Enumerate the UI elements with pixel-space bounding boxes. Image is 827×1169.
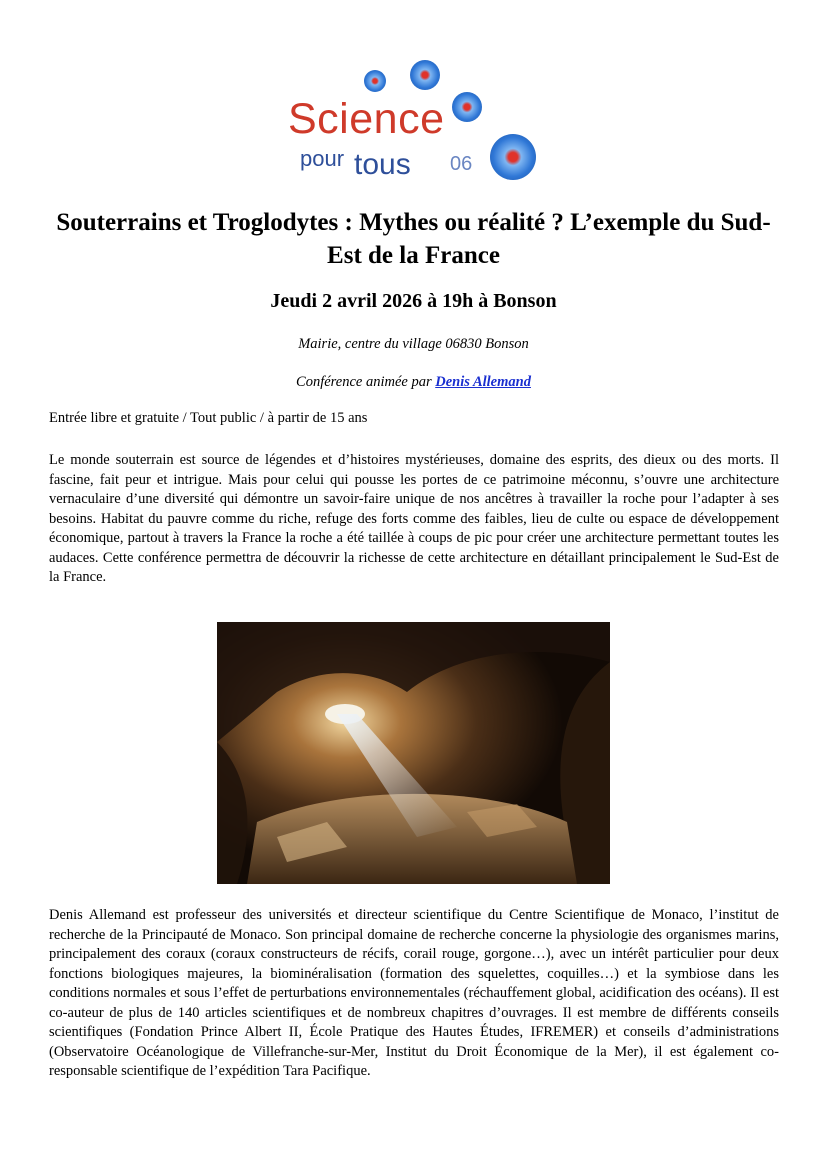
bubble-medium-icon — [410, 60, 440, 90]
bubble-small-icon — [364, 70, 386, 92]
science-pour-tous-logo — [284, 56, 536, 188]
speaker-link[interactable]: Denis Allemand — [435, 374, 531, 390]
bubble-medium-icon — [452, 92, 482, 122]
speaker-prefix: Conférence animée par — [296, 374, 436, 390]
speaker-bio-paragraph: Denis Allemand est professeur des universités et directeur scientifique du Centre Scientifique de Monaco, l’institut de recherche de la Principauté de Monaco. Son principal domaine de recherche concerne la physiologie des organismes marins, principalement des coraux (coraux constructeurs de récifs, corail rouge, gorgone…), avec un intérêt particulier pour deux fonctions biologiques majeures, la biominéralisation (formation des squelettes, coquilles…) et la symbiose dans les conditions normales et sous l’effet de perturbations environnementales (réchauffement global, acidification des océans). Il est co-auteur de plus de 140 articles scientifiques et de nombreux chapitres d’ouvrages. Il est membre de différents conseils scientifiques (Fondation Prince Albert II, École Pratique des Hautes Études, IFREMER) et conseils d’administrations (Observatoire Océanologique de Villefranche-sur-Mer, Institut du Droit Économique de la Mer), il est également co-responsable scientifique de l’expédition Tara Pacifique. — [49, 907, 779, 1079]
cave-photo — [217, 622, 610, 884]
logo-tous-text: tous — [354, 148, 411, 181]
logo-science-text: Science — [288, 95, 445, 143]
event-venue: Mairie, centre du village 06830 Bonson — [298, 336, 529, 352]
bubble-large-icon — [490, 134, 536, 180]
logo-pour-text: pour — [300, 146, 345, 171]
speaker-line — [40, 374, 787, 391]
document-title: Souterrains et Troglodytes : Mythes ou réalité ? L’exemple du Sud-Est de la France — [56, 209, 771, 269]
event-date: Jeudi 2 avril 2026 à 19h à Bonson — [270, 290, 557, 312]
description-paragraph: Le monde souterrain est source de légendes et d’histoires mystérieuses, domaine des esprits, des dieux ou des morts. Il fascine, fait peur et intrigue. Mais pour celui qui pousse les portes de ce patrimoine méconnu, s’ouvre une architecture vernaculaire d’une diversité qui démontre un savoir-faire unique de nos ancêtres à travailler la roche pour l’adapter à ses besoins. Habitat du pauvre comme du riche, refuge des forts comme des faibles, lieu de culte ou espace de développement économique, partout à travers la France la roche a été taillée à coups de pic pour créer une architecture permettant toutes les audaces. Cette conférence permettra de découvrir la richesse de cette architecture en détaillant principalement le Sud-Est de la France. — [49, 452, 779, 585]
entry-info: Entrée libre et gratuite / Tout public / à partir de 15 ans — [49, 410, 368, 426]
logo-number-text: 06 — [450, 153, 473, 175]
